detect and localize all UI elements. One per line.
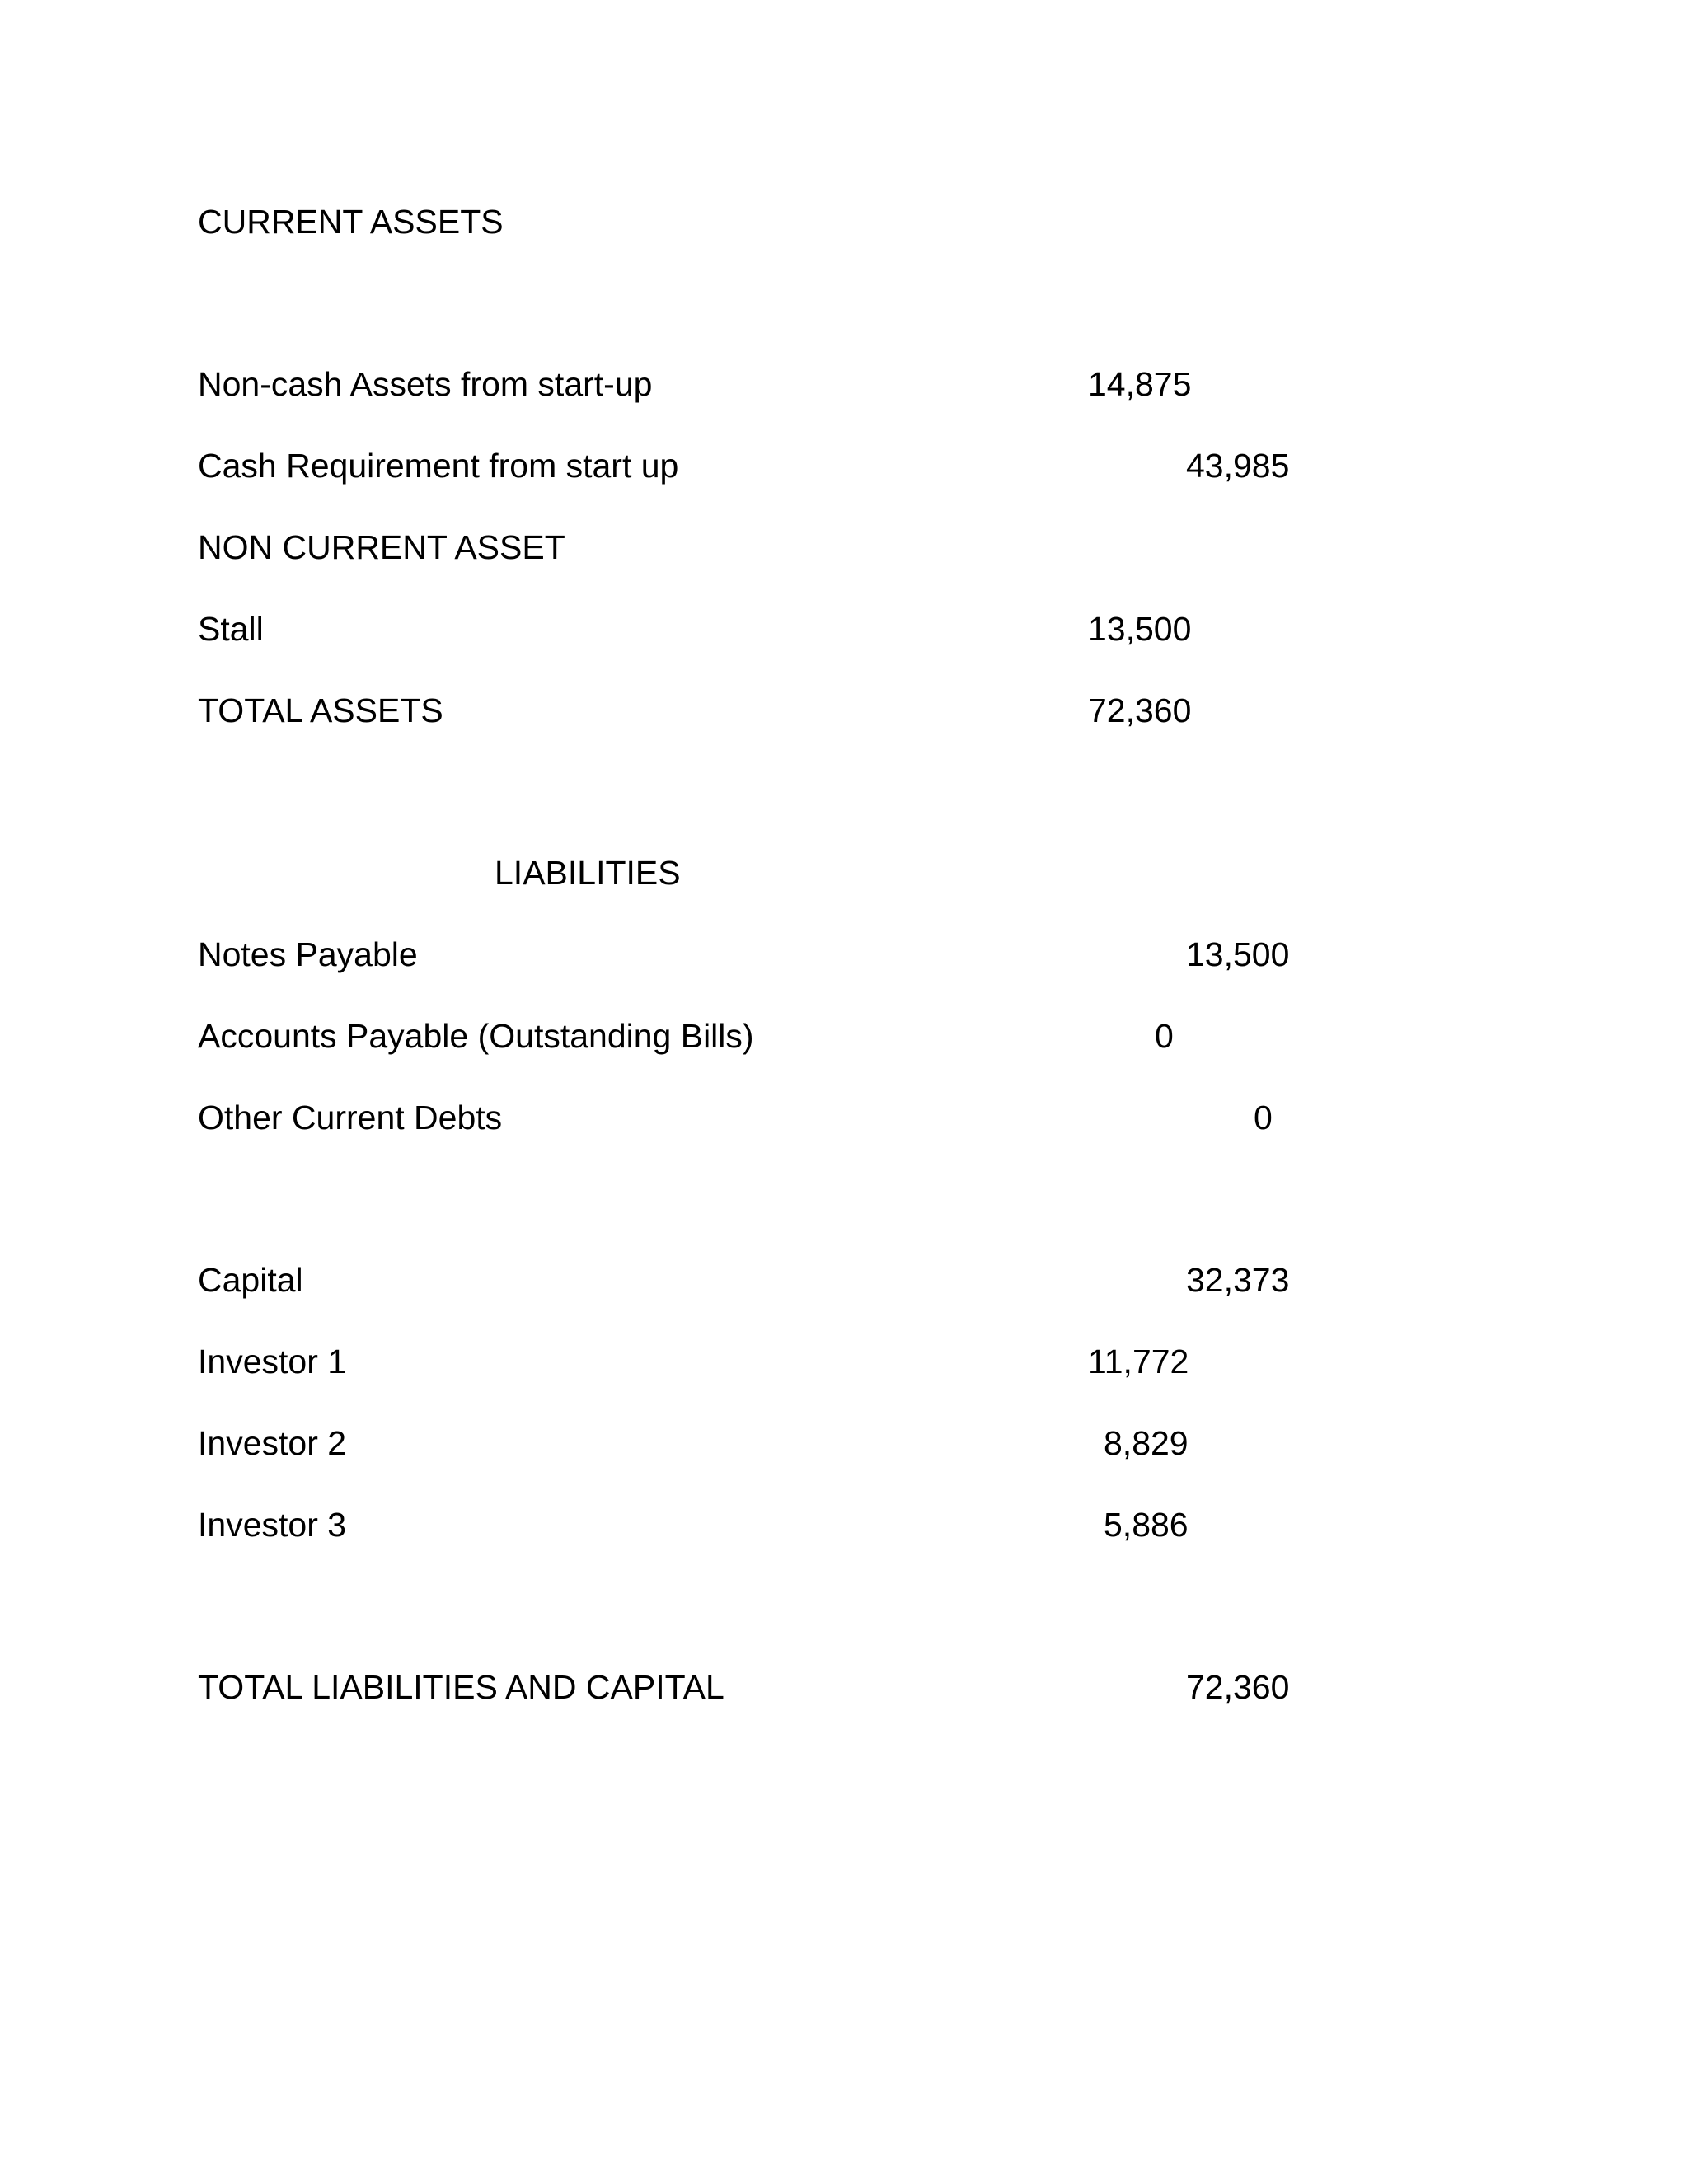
other-debts-label: Other Current Debts <box>198 1099 503 1137</box>
notes-payable-value: 13,500 <box>1186 935 1290 973</box>
noncash-assets-label: Non-cash Assets from start-up <box>198 365 653 403</box>
accounts-payable-value: 0 <box>1155 1017 1174 1055</box>
investor-1-value: 11,772 <box>1088 1343 1189 1380</box>
investor-3-value: 5,886 <box>1104 1506 1189 1544</box>
total-assets-label: TOTAL ASSETS <box>198 691 443 729</box>
liabilities-heading: LIABILITIES <box>495 854 681 892</box>
total-assets-value: 72,360 <box>1088 691 1192 729</box>
cash-requirement-label: Cash Requirement from start up <box>198 447 679 485</box>
notes-payable-label: Notes Payable <box>198 935 418 973</box>
stall-label: Stall <box>198 610 264 648</box>
current-assets-heading: CURRENT ASSETS <box>198 203 504 241</box>
investor-1-label: Investor 1 <box>198 1343 347 1380</box>
investor-2-value: 8,829 <box>1104 1424 1189 1462</box>
total-liabilities-capital-label: TOTAL LIABILITIES AND CAPITAL <box>198 1668 724 1706</box>
cash-requirement-value: 43,985 <box>1186 447 1290 485</box>
investor-2-label: Investor 2 <box>198 1424 347 1462</box>
non-current-asset-heading: NON CURRENT ASSET <box>198 528 565 566</box>
capital-value: 32,373 <box>1186 1261 1290 1299</box>
noncash-assets-value: 14,875 <box>1088 365 1192 403</box>
accounts-payable-label: Accounts Payable (Outstanding Bills) <box>198 1017 754 1055</box>
total-liabilities-capital-value: 72,360 <box>1186 1668 1290 1706</box>
other-debts-value: 0 <box>1254 1099 1273 1137</box>
capital-label: Capital <box>198 1261 303 1299</box>
stall-value: 13,500 <box>1088 610 1192 648</box>
investor-3-label: Investor 3 <box>198 1506 347 1544</box>
